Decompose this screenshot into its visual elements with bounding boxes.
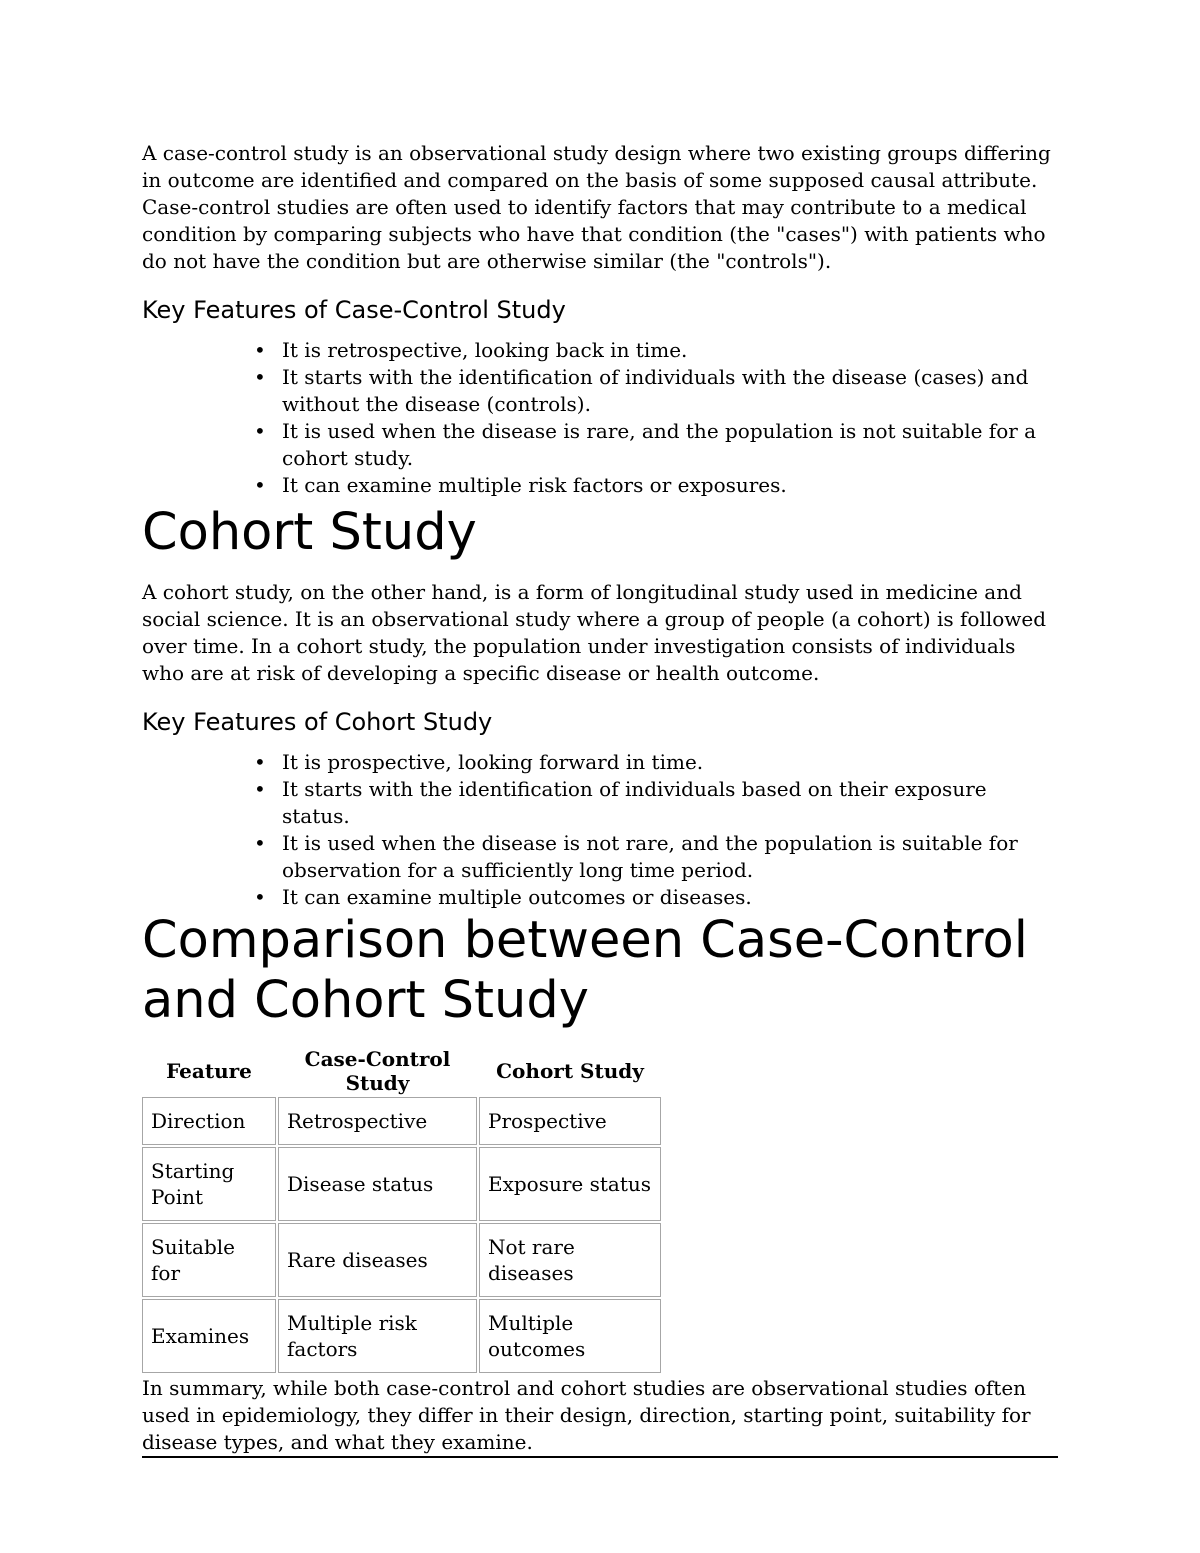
table-cell: Disease status (278, 1147, 477, 1221)
comparison-title: Comparison between Case-Control and Cohort Study (142, 911, 1028, 1030)
list-item: • It can examine multiple risk factors or exposures. (282, 472, 1058, 499)
cohort-study-title: Cohort Study (142, 503, 477, 562)
table-cell: Starting Point (142, 1147, 276, 1221)
column-header: Cohort Study (496, 1059, 644, 1083)
list-item: • It is used when the disease is rare, and the population is not suitable for a cohort study. (282, 418, 1058, 472)
cohort-features-heading: Key Features of Cohort Study (142, 708, 493, 736)
summary-paragraph: In summary, while both case-control and cohort studies are observational studies often used in epidemiology, they differ in their design, direction, starting point, suitability for disease types, and what they examine. (142, 1375, 1058, 1458)
table-cell: Rare diseases (278, 1223, 477, 1297)
table-cell: Not rare diseases (479, 1223, 661, 1297)
table-cell: Direction (142, 1097, 276, 1145)
column-header: Case-Control Study (304, 1047, 451, 1095)
table-row (142, 1097, 661, 1145)
column-header: Feature (166, 1059, 252, 1083)
document-page (142, 140, 1058, 1458)
table-row (142, 1147, 661, 1221)
table-cell: Prospective (479, 1097, 661, 1145)
table-cell: Exposure status (479, 1147, 661, 1221)
table-cell: Examines (142, 1299, 276, 1373)
list-item: • It is used when the disease is not rare, and the population is suitable for observation for a sufficiently long time period. (282, 830, 1058, 884)
list-item: • It starts with the identification of individuals based on their exposure status. (282, 776, 1058, 830)
cohort-paragraph: A cohort study, on the other hand, is a form of longitudinal study used in medicine and social science. It is an observational study where a group of people (a cohort) is followed over time. In a cohort study, the population under investigation consists of individuals who are at risk of developing a specific disease or health outcome. (142, 580, 1047, 685)
intro-paragraph: A case-control study is an observational study design where two existing groups differing in outcome are identified and compared on the basis of some supposed causal attribute. Case-control studies are often used to identify factors that may contribute to a medical condition by comparing subjects who have that condition (the "cases") with patients who do not have the condition but are otherwise similar (the "controls"). (142, 141, 1051, 273)
comparison-table (140, 1045, 663, 1375)
list-item: • It starts with the identification of individuals with the disease (cases) and without the disease (controls). (282, 364, 1058, 418)
list-item: • It is prospective, looking forward in time. (282, 749, 1058, 776)
list-item: • It can examine multiple outcomes or diseases. (282, 884, 1058, 911)
case-control-features-heading: Key Features of Case-Control Study (142, 296, 566, 324)
table-cell: Multiple risk factors (278, 1299, 477, 1373)
list-item: • It is retrospective, looking back in time. (282, 337, 1058, 364)
table-cell: Suitable for (142, 1223, 276, 1297)
table-cell: Multiple outcomes (479, 1299, 661, 1373)
table-header-row (142, 1047, 661, 1095)
case-control-features-list (142, 337, 1058, 499)
table-row (142, 1299, 661, 1373)
table-row (142, 1223, 661, 1297)
table-cell: Retrospective (278, 1097, 477, 1145)
cohort-features-list (142, 749, 1058, 911)
